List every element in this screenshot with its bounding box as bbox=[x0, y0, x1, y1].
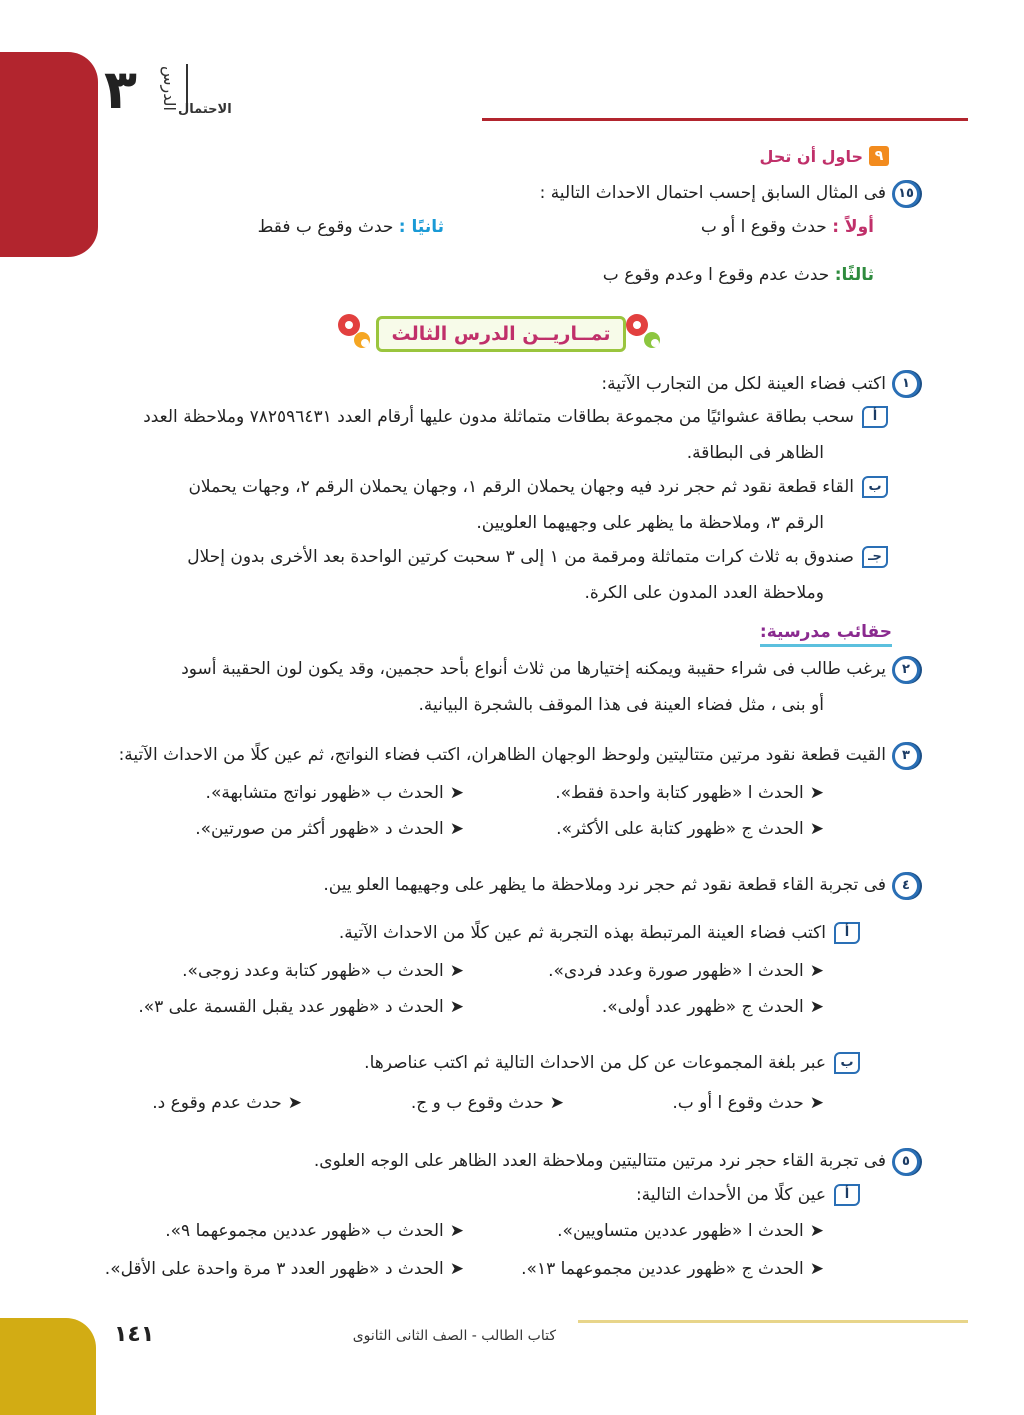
q4-b-tag: ب bbox=[834, 1052, 860, 1074]
q5-event-d bbox=[105, 1256, 464, 1282]
q4-set-2-text: حدث وقوع ب و ج. bbox=[410, 1093, 544, 1113]
q1-a-tag: أ bbox=[862, 406, 888, 428]
try-title-text: حاول أن تحل bbox=[759, 146, 863, 166]
arrow-icon: ➤ bbox=[449, 783, 464, 803]
try-to-solve-heading bbox=[760, 146, 889, 166]
banner-box bbox=[376, 316, 626, 352]
arrow-icon: ➤ bbox=[809, 961, 824, 981]
try-third-label: ثالثًا: bbox=[834, 265, 874, 285]
arrow-icon: ➤ bbox=[809, 1221, 824, 1241]
page-number: ١٤١ bbox=[114, 1322, 155, 1347]
try-first bbox=[701, 214, 874, 240]
q4-event-d bbox=[138, 994, 464, 1020]
q3-event-b bbox=[206, 780, 464, 806]
question-number-15: ١٥ bbox=[892, 180, 920, 208]
q2-line1: يرغب طالب فى شراء حقيبة ويمكنه إختيارها من ثلاث أنواع بأحد حجمين، وقد يكون لون الحقيبة أسود bbox=[181, 659, 886, 679]
question-number-5: ٥ bbox=[892, 1148, 920, 1176]
q3-text: القيت قطعة نقود مرتين متتاليتين ولوحظ الوجهان الظاهران، اكتب فضاء النواتج، ثم عين كلًا من الاحداث الآتية: bbox=[118, 745, 886, 765]
q1-text: اكتب فضاء العينة لكل من التجارب الآتية: bbox=[601, 374, 886, 394]
gear-icon bbox=[626, 314, 648, 336]
q4-event-c bbox=[602, 994, 824, 1020]
q1-b-line1: القاء قطعة نقود ثم حجر نرد فيه وجهان يحملان الرقم ١، وجهان يحملان الرقم ٢، وجهات يحملان bbox=[188, 477, 854, 497]
try-first-text: حدث وقوع ا أو ب bbox=[700, 217, 827, 237]
try-third-text: حدث عدم وقوع ا وعدم وقوع ب bbox=[602, 265, 830, 285]
exercises-banner bbox=[336, 312, 666, 354]
q3-event-b-text: الحدث ب «ظهور نواتج متشابهة». bbox=[205, 783, 444, 803]
q5-event-c-text: الحدث ج «ظهور عددين مجموعهما ١٣». bbox=[521, 1259, 804, 1279]
q1-a-line2: الظاهر فى البطاقة. bbox=[686, 443, 824, 463]
q5-event-b bbox=[165, 1218, 464, 1244]
arrow-icon: ➤ bbox=[449, 961, 464, 981]
q3-event-a bbox=[555, 780, 824, 806]
q3-event-d-text: الحدث د «ظهور أكثر من صورتين». bbox=[195, 819, 444, 839]
arrow-icon: ➤ bbox=[809, 1259, 824, 1279]
arrow-icon: ➤ bbox=[287, 1093, 302, 1113]
q4-set-1 bbox=[672, 1090, 824, 1116]
q4-set-3 bbox=[152, 1090, 302, 1116]
try-second bbox=[258, 214, 444, 240]
q4-event-b-text: الحدث ب «ظهور كتابة وعدد زوجى». bbox=[182, 961, 444, 981]
try-number-icon: ٩ bbox=[869, 146, 889, 166]
q5-event-b-text: الحدث ب «ظهور عددين مجموعهما ٩». bbox=[165, 1221, 444, 1241]
header-rule bbox=[482, 118, 968, 121]
try-second-label: ثانيًا : bbox=[398, 217, 444, 237]
q4-set-3-text: حدث عدم وقوع د. bbox=[152, 1093, 282, 1113]
q4-text: فى تجربة القاء قطعة نقود ثم حجر نرد وملاحظة ما يظهر على وجهيهما العلو يين. bbox=[323, 875, 886, 895]
q1-c-tag: جـ bbox=[862, 546, 888, 568]
arrow-icon: ➤ bbox=[809, 783, 824, 803]
q4-set-2 bbox=[411, 1090, 564, 1116]
q3-event-c-text: الحدث ج «ظهور كتابة على الأكثر». bbox=[556, 819, 804, 839]
footer-color-tab bbox=[0, 1318, 96, 1415]
school-bags-subheading: حقائب مدرسية: bbox=[760, 620, 892, 647]
q3-event-d bbox=[195, 816, 464, 842]
arrow-icon: ➤ bbox=[449, 1259, 464, 1279]
q1-b-line2: الرقم ٣، وملاحظة ما يظهر على وجهيهما العلويين. bbox=[476, 513, 824, 533]
q4-a-tag: أ bbox=[834, 922, 860, 944]
q3-event-a-text: الحدث ا «ظهور كتابة واحدة فقط». bbox=[555, 783, 804, 803]
q4-a-text: اكتب فضاء العينة المرتبطة بهذه التجربة ثم عين كلًا من الاحداث الآتية. bbox=[338, 923, 826, 943]
q1-c-line1: صندوق به ثلاث كرات متماثلة ومرقمة من ١ إلى ٣ سحبت كرتين الواحدة بعد الأخرى بدون إحلال bbox=[187, 547, 854, 567]
q4-event-b bbox=[182, 958, 464, 984]
q5-event-d-text: الحدث د «ظهور العدد ٣ مرة واحدة على الأقل». bbox=[104, 1259, 444, 1279]
q1-a-line1: سحب بطاقة عشوائيًا من مجموعة بطاقات متماثلة مدون عليها أرقام العدد ٧٨٢٥٩٦٤٣١ وملاحظة العدد bbox=[143, 407, 854, 427]
q5-a-text: عين كلًا من الأحداث التالية: bbox=[635, 1185, 826, 1205]
q4-event-a bbox=[548, 958, 824, 984]
lesson-title: الاحتمال bbox=[178, 102, 232, 117]
q4-event-c-text: الحدث ج «ظهور عدد أولى». bbox=[601, 997, 804, 1017]
gear-icon bbox=[644, 332, 660, 348]
q1-b-tag: ب bbox=[862, 476, 888, 498]
q4-set-1-text: حدث وقوع ا أو ب. bbox=[672, 1093, 804, 1113]
q5-event-a-text: الحدث ا «ظهور عددين متساويين». bbox=[557, 1221, 804, 1241]
arrow-icon: ➤ bbox=[449, 819, 464, 839]
arrow-icon: ➤ bbox=[449, 1221, 464, 1241]
q4-event-a-text: الحدث ا «ظهور صورة وعدد فردى». bbox=[548, 961, 804, 981]
try-second-text: حدث وقوع ب فقط bbox=[257, 217, 394, 237]
arrow-icon: ➤ bbox=[809, 1093, 824, 1113]
footer-rule bbox=[578, 1320, 968, 1323]
q1-c-line2: وملاحظة العدد المدون على الكرة. bbox=[584, 583, 824, 603]
question-number-4: ٤ bbox=[892, 872, 920, 900]
chapter-color-tab bbox=[0, 52, 98, 257]
try-first-label: أولاً : bbox=[832, 217, 874, 237]
q4-event-d-text: الحدث د «ظهور عدد يقبل القسمة على ٣». bbox=[138, 997, 444, 1017]
q2-line2: أو بنى ، مثل فضاء العينة فى هذا الموقف بالشجرة البيانية. bbox=[418, 695, 824, 715]
q4-b-text: عبر بلغة المجموعات عن كل من الاحداث التالية ثم اكتب عناصرها. bbox=[364, 1053, 826, 1073]
q5-text: فى تجربة القاء حجر نرد مرتين متتاليتين وملاحظة العدد الظاهر على الوجه العلوى. bbox=[313, 1151, 886, 1171]
arrow-icon: ➤ bbox=[809, 997, 824, 1017]
q5-event-c bbox=[521, 1256, 824, 1282]
question-number-1: ١ bbox=[892, 370, 920, 398]
question-number-2: ٢ bbox=[892, 656, 920, 684]
try-question-text: فى المثال السابق إحسب احتمال الاحداث التالية : bbox=[539, 183, 886, 203]
try-third bbox=[603, 262, 874, 288]
q5-a-tag: أ bbox=[834, 1184, 860, 1206]
question-number-3: ٣ bbox=[892, 742, 920, 770]
q5-event-a bbox=[557, 1218, 824, 1244]
arrow-icon: ➤ bbox=[809, 819, 824, 839]
footer-book-title: كتاب الطالب - الصف الثانى الثانوى bbox=[352, 1328, 556, 1344]
q3-event-c bbox=[556, 816, 824, 842]
lesson-number: ٣ bbox=[104, 58, 137, 121]
arrow-icon: ➤ bbox=[549, 1093, 564, 1113]
arrow-icon: ➤ bbox=[449, 997, 464, 1017]
banner-title: تمــاريــن الدرس الثالث bbox=[391, 323, 611, 345]
gear-icon bbox=[354, 332, 370, 348]
lesson-word: الدرس bbox=[160, 66, 179, 111]
